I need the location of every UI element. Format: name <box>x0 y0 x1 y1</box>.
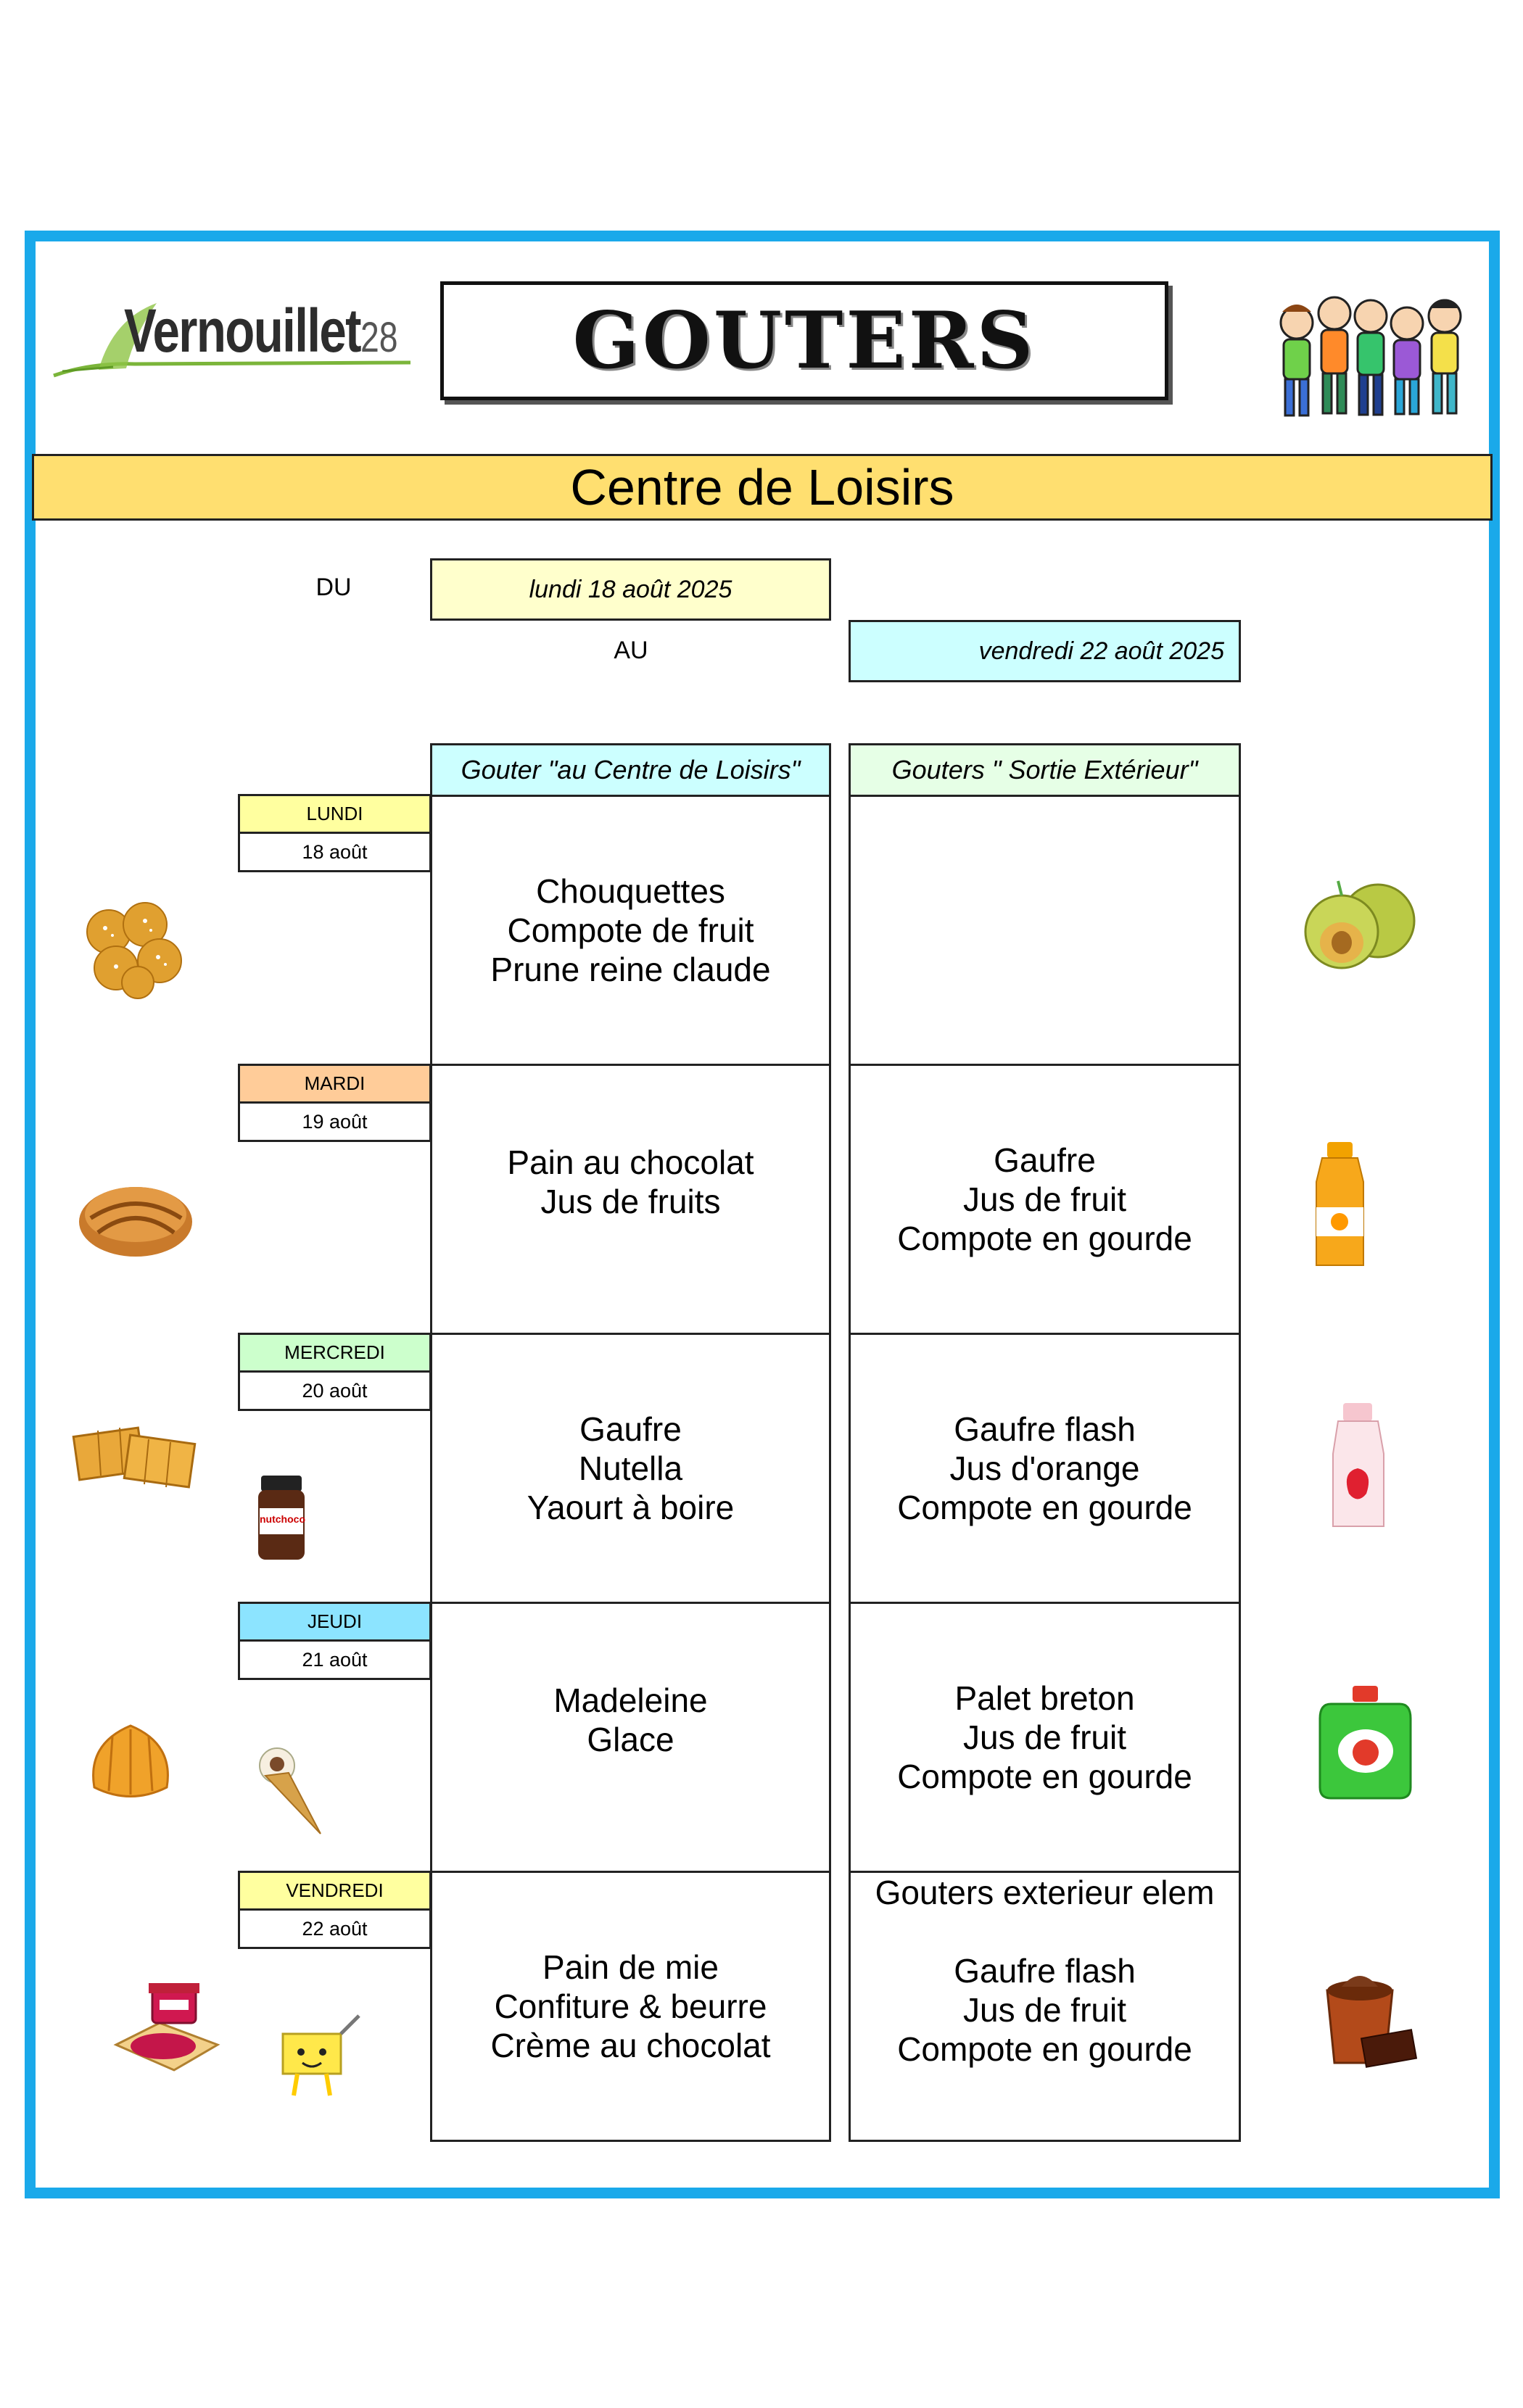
menu-item: Gaufre flash <box>954 1952 1136 1990</box>
menu-item: Jus d'orange <box>949 1449 1140 1487</box>
menu-item: Jus de fruits <box>540 1183 721 1220</box>
gaufre-image <box>69 1418 199 1497</box>
prune-image <box>1298 874 1425 982</box>
menu-item: Compote de fruit <box>507 911 754 949</box>
sortie-cell-lundi <box>849 795 1241 1066</box>
to-label: AU <box>614 636 648 664</box>
menu-item: Gouters exterieur elem <box>875 1874 1215 1911</box>
day-name-vendredi: VENDREDI <box>238 1871 432 1911</box>
menu-item: Confiture & beurre <box>494 1987 767 2025</box>
day-date-mercredi: 20 août <box>238 1373 432 1411</box>
sortie-cell-jeudi <box>849 1602 1241 1873</box>
menu-item: Glace <box>587 1721 674 1758</box>
menu-item: Gaufre <box>579 1410 682 1448</box>
nutella-label: nutchoco <box>260 1513 305 1525</box>
day-name-lundi: LUNDI <box>238 794 432 834</box>
pain-au-chocolat-image <box>76 1175 196 1262</box>
menu-item: Compote en gourde <box>897 2030 1192 2068</box>
logo-text: Vernouillet <box>124 297 360 365</box>
menu-item: Compote en gourde <box>897 1758 1192 1795</box>
compote-gourde-image <box>1316 1686 1414 1802</box>
day-date-jeudi: 21 août <box>238 1642 432 1680</box>
menu-item: Crème au chocolat <box>490 2027 771 2064</box>
from-date: lundi 18 août 2025 <box>430 558 831 621</box>
sortie-cell-mardi <box>849 1064 1241 1335</box>
menu-item: Nutella <box>578 1449 683 1487</box>
menu-item: Yaourt à boire <box>527 1489 735 1526</box>
day-date-mardi: 19 août <box>238 1104 432 1142</box>
page-title: GOUTERS <box>572 295 1036 386</box>
menu-item: Prune reine claude <box>490 951 771 988</box>
menu-item: Jus de fruit <box>963 1718 1126 1756</box>
chouquettes-image <box>73 895 196 1004</box>
menu-item: Chouquettes <box>536 872 725 910</box>
centre-cell-mercredi <box>430 1333 831 1604</box>
from-label: DU <box>315 573 352 601</box>
yaourt-a-boire-image <box>1327 1403 1389 1530</box>
centre-cell-mardi <box>430 1064 831 1335</box>
menu-item: Gaufre flash <box>954 1410 1136 1448</box>
menu-item: Compote en gourde <box>897 1220 1192 1257</box>
title-box <box>440 281 1168 400</box>
jus-de-fruit-bottle-image <box>1309 1142 1371 1269</box>
column-header-sortie: Gouters " Sortie Extérieur" <box>849 743 1241 797</box>
menu-item: Pain au chocolat <box>507 1143 754 1181</box>
centre-cell-vendredi <box>430 1871 831 2142</box>
day-name-mercredi: MERCREDI <box>238 1333 432 1373</box>
centre-cell-lundi <box>430 795 831 1066</box>
menu-item: Gaufre <box>994 1141 1096 1179</box>
centre-de-loisirs-banner: Centre de Loisirs <box>32 454 1493 521</box>
column-header-centre: Gouter "au Centre de Loisirs" <box>430 743 831 797</box>
menu-item: Jus de fruit <box>963 1180 1126 1218</box>
beurre-image <box>265 2012 363 2099</box>
menu-item: Jus de fruit <box>963 1991 1126 2029</box>
children-illustration <box>1268 283 1478 428</box>
centre-cell-jeudi <box>430 1602 831 1873</box>
logo-number: 28 <box>360 314 398 361</box>
madeleine-image <box>80 1715 181 1809</box>
menu-item: Palet breton <box>954 1679 1135 1717</box>
day-date-lundi: 18 août <box>238 834 432 872</box>
sortie-cell-mercredi <box>849 1333 1241 1604</box>
day-date-vendredi: 22 août <box>238 1911 432 1949</box>
menu-item: Compote en gourde <box>897 1489 1192 1526</box>
confiture-image <box>109 1979 225 2074</box>
day-name-mardi: MARDI <box>238 1064 432 1104</box>
menu-item: Pain de mie <box>542 1948 719 1986</box>
sortie-cell-vendredi <box>849 1871 1241 2142</box>
vernouillet-logo <box>48 290 418 392</box>
nutella-jar-image <box>255 1476 308 1563</box>
day-name-jeudi: JEUDI <box>238 1602 432 1642</box>
creme-au-chocolat-image <box>1313 1961 1421 2070</box>
to-date: vendredi 22 août 2025 <box>849 620 1241 682</box>
ice-cream-cone-image <box>255 1744 328 1838</box>
menu-item: Madeleine <box>553 1681 708 1719</box>
